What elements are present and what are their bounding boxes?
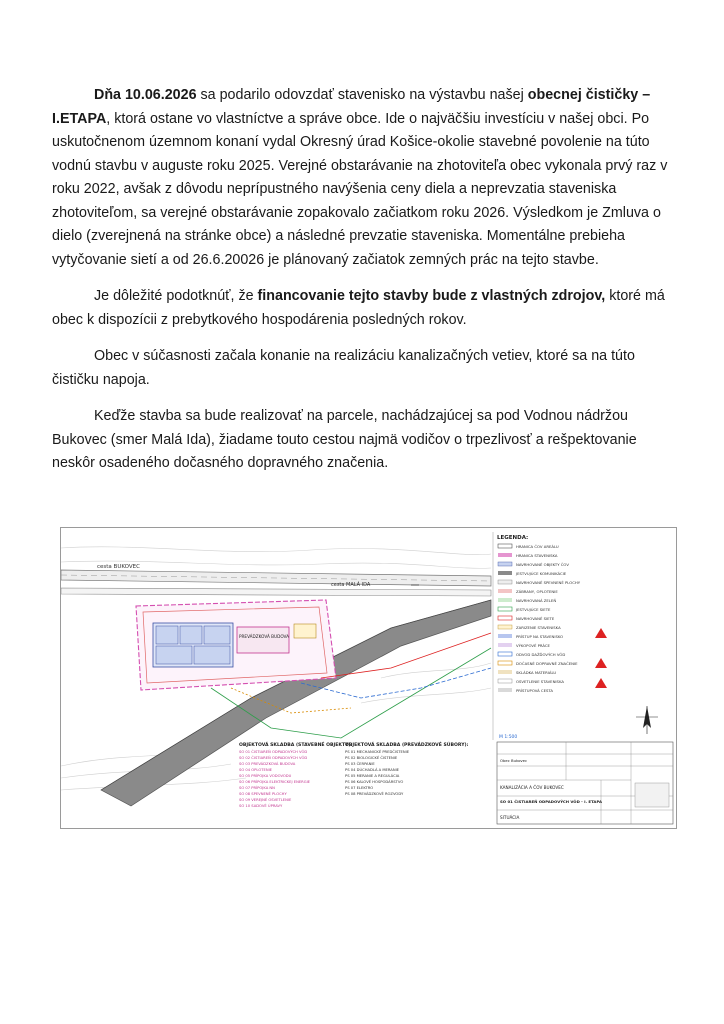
- legend-item: ZARIZENIE STAVENISKA: [516, 625, 561, 630]
- table1-row: SO 10 SADOVÉ ÚPRAVY: [239, 804, 283, 808]
- legend-item: SKLÁDKA MATERIÁLU: [516, 670, 557, 675]
- title-block-drawing: SITUÁCIA: [500, 815, 520, 820]
- paragraph-1-date: Dňa 10.06.2026: [94, 87, 197, 103]
- legend-item: VÝKOPOVÉ PRÁCE: [516, 643, 550, 648]
- operation-building: [237, 627, 289, 653]
- paragraph-4: [52, 405, 682, 476]
- title-block-object: SO 01 ČISTIAREŇ ODPADOVÝCH VÔD - I. ETAPA: [500, 799, 602, 804]
- paragraph-2-text-a: Je dôležité podotknúť, že: [94, 288, 258, 304]
- table2-row: PS 07 ELEKTRO: [345, 786, 374, 790]
- paragraph-1-text-b: , ktorá ostane vo vlastníctve a správe obce. Ide o najväčšiu investíciu v našej obci. Po uskutočnenom územnom konaní vydal Okresný úrad Košice-okolie stavebné povolenie na túto vodnú stavbu v auguste roku 2025. Verejné obstarávanie na zhotoviteľa obec vykonala prvý raz v roku 2022, avšak z dôvodu neprípustného navýšenia ceny diela a neprevzatia staveniska zhotoviteľom, sa verejné obstarávanie zopakovalo začiatkom roku 2026. Výsledkom je Zmluva o dielo (zverejnená na stránke obce) a následné prevzatie staveniska. Momentálne prebieha vytyčovanie sietí a od 26.6.20026 je plánovaný začiatok zemných prác na tejto stavbe.: [52, 110, 668, 268]
- table1-title: OBJEKTOVÁ SKLADBA (STAVEBNÉ OBJEKTY):: [239, 743, 353, 748]
- paragraph-3-text: Obec v súčasnosti začala konanie na realizáciu kanalizačných vetiev, ktoré sa na túto čističku napoja.: [52, 348, 635, 388]
- table1-row: SO 04 OPLOTENIE: [239, 768, 272, 772]
- table1-row: SO 05 PRÍPOJKA VODOVODU: [239, 774, 292, 778]
- scale-label: M 1:500: [499, 735, 518, 740]
- road-upper: [61, 570, 491, 586]
- legend-item: HRANICA STAVENISKA: [516, 553, 558, 558]
- table2-row: PS 06 KALOVÉ HOSPODÁRSTVO: [345, 780, 404, 784]
- paragraph-2: [52, 285, 682, 332]
- table2-row: PS 04 DÚCHADLÁ A MERANIE: [345, 768, 399, 772]
- table1-row: SO 07 PRÍPOJKA NN: [239, 786, 275, 790]
- table2-row: PS 05 MERANIE A REGULÁCIA: [345, 774, 400, 778]
- legend-title: LEGENDA:: [497, 535, 529, 541]
- legend-item: JESTVUJÚCE SIETE: [516, 607, 551, 612]
- paragraph-3: [52, 345, 682, 392]
- table2-title: OBJEKTOVÁ SKLADBA (PREVÁDZKOVÉ SÚBORY):: [345, 743, 469, 748]
- object-table-2: [345, 740, 469, 796]
- paragraph-1: [52, 84, 682, 272]
- legend-item: PRÍSTUPOVÁ CESTA: [516, 688, 554, 693]
- article-text: [52, 84, 682, 489]
- material-storage: [294, 624, 316, 638]
- legend-item: JESTVUJÚCE KOMUNIKÁCIE: [516, 571, 567, 576]
- legend-item: ZÁBRANY, OPLOTENIE: [516, 589, 558, 594]
- legend-item: NAVRHOVANÉ OBJEKTY ČOV: [516, 562, 569, 567]
- table1-row: SO 02 ČISTIAREŇ ODPADOVÝCH VÔD: [239, 756, 308, 760]
- legend-item: OSVETLENIE STAVENISKA: [516, 679, 564, 684]
- paragraph-2-highlight: financovanie tejto stavby bude z vlastných zdrojov,: [257, 288, 606, 304]
- title-block-place: Obec Bukovec: [500, 758, 528, 763]
- paragraph-4-text: Keďže stavba sa bude realizovať na parcele, nachádzajúcej sa pod Vodnou nádržou Bukovec (smer Malá Ida), žiadame touto cestou najmä vodičov o trpezlivosť a rešpektovanie neskôr osadeného dočasného dopravného značenia.: [52, 408, 637, 471]
- building-label: PREVÁDZKOVÁ BUDOVA: [239, 634, 290, 639]
- legend-item: NAVRHOVANÉ SIETE: [516, 616, 555, 621]
- table2-row: PS 02 BIOLOGICKÉ ČISTENIE: [345, 756, 398, 760]
- road-label-middle: cesta MALÁ IDA: [331, 582, 371, 588]
- site-plan-drawing: [60, 527, 677, 829]
- table1-row: SO 06 PRÍPOJKA ELEKTRICKEJ ENERGIE: [239, 780, 310, 784]
- object-table-1: [239, 740, 353, 808]
- title-block: [497, 742, 673, 824]
- legend-item: NAVRHOVANÁ ZELEŇ: [516, 598, 557, 603]
- road-middle: [61, 588, 491, 596]
- legend-item: DOČASNÉ DOPRAVNÉ ZNAČENIE: [516, 661, 578, 666]
- site-plan-svg: [61, 528, 676, 828]
- legend-item: PRÍSTUP NA STAVENISKO: [516, 634, 564, 639]
- table2-row: PS 03 ČERPANIE: [345, 762, 375, 766]
- title-block-project: KANALIZÁCIA A ČOV BUKOVEC: [500, 785, 564, 790]
- paragraph-1-highlight: obecnej čističky – I.ETAPA: [52, 87, 651, 127]
- legend-item: ODVOD DAŽĎOVÝCH VÔD: [516, 652, 566, 657]
- paragraph-2-text-b: ktoré má obec k dispozícii z prebytkového hospodárenia posledných rokov.: [52, 288, 665, 328]
- table1-row: SO 01 ČISTIAREŇ ODPADOVÝCH VÔD: [239, 750, 308, 754]
- legend-swatches: [498, 544, 512, 692]
- legend: [493, 532, 607, 740]
- legend-item: HRANICA ČOV AREÁLU: [516, 544, 559, 549]
- table2-row: PS 08 PREVÁDZKOVÉ ROZVODY: [345, 792, 404, 796]
- north-arrow-icon: [636, 706, 658, 734]
- warning-sign-icons: [595, 628, 607, 688]
- table1-row: SO 03 PREVÁDZKOVÁ BUDOVA: [239, 762, 296, 766]
- paragraph-1-text-a: sa podarilo odovzdať stavenisko na výstavbu našej: [196, 87, 528, 103]
- road-label-upper: cesta BUKOVEC: [97, 564, 140, 570]
- table1-row: SO 08 SPEVNENÉ PLOCHY: [239, 792, 287, 796]
- legend-item: NAVRHOVANÉ SPEVNENÉ PLOCHY: [516, 580, 581, 585]
- treatment-tanks: [153, 623, 233, 667]
- table2-row: PS 01 MECHANICKÉ PREDČISTENIE: [345, 750, 410, 754]
- table1-row: SO 09 VEREJNÉ OSVETLENIE: [239, 798, 292, 802]
